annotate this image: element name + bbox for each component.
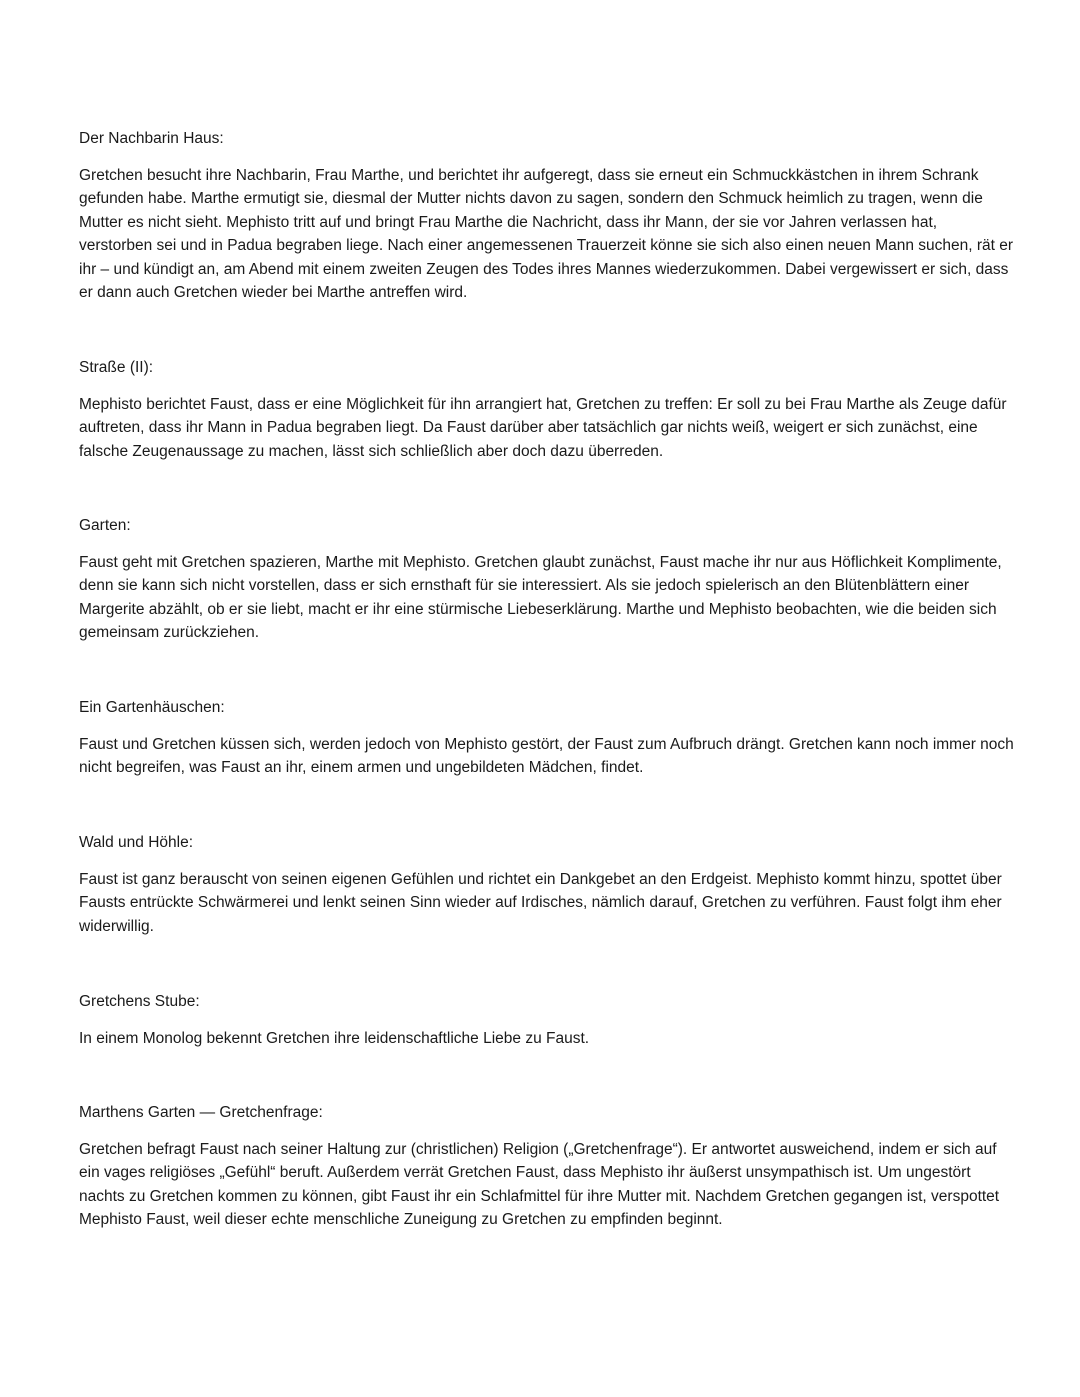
section-heading: Garten: bbox=[79, 517, 131, 534]
section-text: Faust geht mit Gretchen spazieren, Marthe mit Mephisto. Gretchen glaubt zunächst, Faust mache ihr nur aus Höflichkeit Komplimente, denn sie kann sich nicht vorstellen, dass er sich ernsthaft für sie interessiert. Als sie jedoch spielerisch an den Blütenblättern einer Margerite abzählt, ob er sie liebt, macht er ihr eine stürmische Liebeserklärung. Marthe und Mephisto beobachten, wie die beiden sich gemeinsam zurückziehen. bbox=[79, 554, 1002, 642]
section-text: Gretchen besucht ihre Nachbarin, Frau Marthe, und berichtet ihr aufgeregt, dass sie erneut ein Schmuckkästchen in ihrem Schrank gefunden habe. Marthe ermutigt sie, diesmal der Mutter nichts davon zu sagen, sondern den Schmuck heimlich zu tragen, wenn die Mutter es nicht sieht. Mephisto tritt auf und bringt Frau Marthe die Nachricht, dass ihr Mann, der sie vor Jahren verlassen hat, verstorben sei und in Padua begraben liege. Nach einer angemessenen Trauerzeit könne sie sich also einen neuen Mann suchen, rät er ihr – und kündigt an, am Abend mit einem zweiten Zeugen des Todes ihres Mannes wiederzukommen. Dabei vergewissert er sich, dass er dann auch Gretchen wieder bei Marthe antreffen wird. bbox=[79, 167, 1014, 302]
section-text: In einem Monolog bekennt Gretchen ihre leidenschaftliche Liebe zu Faust. bbox=[79, 1030, 590, 1047]
section-wald-und-hoehle bbox=[79, 831, 1014, 938]
section-text: Gretchen befragt Faust nach seiner Haltung zur (christlichen) Religion („Gretchenfrage“). Er antwortet ausweichend, indem er sich auf ein vages religiöses „Gefühl“ beruft. Außerdem verrät Gretchen Faust, dass Mephisto ihr äußerst unsympathisch ist. Um ungestört nachts zu Gretchen kommen zu können, gibt Faust ihr ein Schlafmittel für ihre Mutter mit. Nachdem Gretchen gegangen ist, verspottet Mephisto Faust, weil dieser echte menschliche Zuneigung zu Gretchen zu empfinden beginnt. bbox=[79, 1141, 1000, 1229]
section-garten bbox=[79, 514, 1014, 645]
section-gretchens-stube bbox=[79, 990, 1014, 1050]
section-heading: Wald und Höhle: bbox=[79, 834, 194, 851]
section-ein-gartenhaeuschen bbox=[79, 696, 1014, 780]
section-heading: Der Nachbarin Haus: bbox=[79, 130, 224, 147]
section-heading: Ein Gartenhäuschen: bbox=[79, 699, 225, 716]
section-text: Mephisto berichtet Faust, dass er eine Möglichkeit für ihn arrangiert hat, Gretchen zu treffen: Er soll zu bei Frau Marthe als Zeuge dafür auftreten, dass ihr Mann in Padua begraben liegt. Da Faust darüber aber tatsächlich gar nichts weiß, weigert er sich zunächst, eine falsche Zeugenaussage zu machen, lässt sich schließlich aber doch dazu überreden. bbox=[79, 396, 1007, 460]
section-der-nachbarin-haus bbox=[79, 127, 1014, 304]
section-text: Faust und Gretchen küssen sich, werden jedoch von Mephisto gestört, der Faust zum Aufbruch drängt. Gretchen kann noch immer noch nicht begreifen, was Faust an ihr, einem armen und ungebildeten Mädchen, findet. bbox=[79, 736, 1014, 777]
section-heading: Straße (II): bbox=[79, 359, 154, 376]
section-heading: Gretchens Stube: bbox=[79, 993, 200, 1010]
section-strasse-ii bbox=[79, 356, 1014, 463]
section-heading: Marthens Garten — Gretchenfrage: bbox=[79, 1104, 323, 1121]
section-text: Faust ist ganz berauscht von seinen eigenen Gefühlen und richtet ein Dankgebet an den Erdgeist. Mephisto kommt hinzu, spottet über Fausts entrückte Schwärmerei und lenkt seinen Sinn wieder auf Irdisches, nämlich darauf, Gretchen zu verführen. Faust folgt ihm eher widerwillig. bbox=[79, 871, 1002, 935]
section-marthens-garten bbox=[79, 1101, 1014, 1232]
